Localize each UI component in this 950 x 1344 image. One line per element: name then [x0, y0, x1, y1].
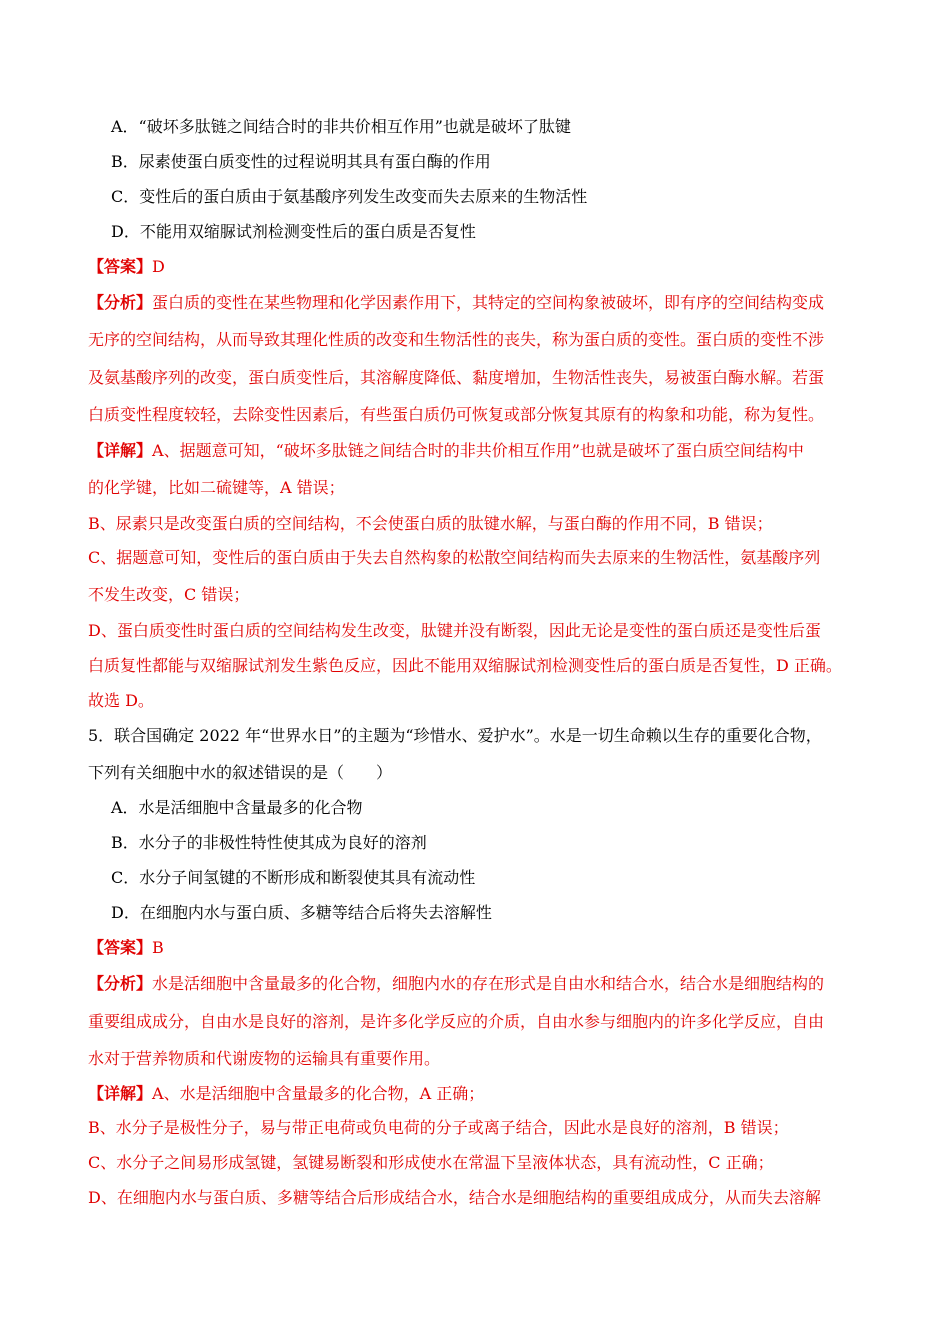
- q5-answer-label: 【答案】: [88, 938, 153, 957]
- q4-detail-line: C、据题意可知，变性后的蛋白质由于失去自然构象的松散空间结构而失去原来的生物活性，氨基酸序列: [88, 548, 821, 567]
- q5-option-d: D．在细胞内水与蛋白质、多糖等结合后将失去溶解性: [111, 903, 492, 922]
- q4-option-b: B．尿素使蛋白质变性的过程说明其具有蛋白酶的作用: [111, 152, 491, 171]
- q5-analysis-label: 【分析】: [88, 974, 153, 993]
- q4-detail-text: A、据题意可知，“破坏多肽链之间结合时的非共价相互作用”也就是破坏了蛋白质空间结构中: [152, 441, 804, 460]
- q4-detail-line: 的化学键，比如二硫键等，A 错误；: [88, 478, 345, 497]
- q4-detail-line: 故选 D。: [88, 691, 154, 710]
- q5-stem-line: 5．联合国确定 2022 年“世界水日”的主题为“珍惜水、爱护水”。水是一切生命赖以生存的重要化合物，: [88, 726, 822, 745]
- q5-detail-line: C、水分子之间易形成氢键，氢键易断裂和形成使水在常温下呈液体状态，具有流动性，C 正确；: [88, 1153, 774, 1172]
- q5-analysis-line: 水对于营养物质和代谢废物的运输具有重要作用。: [88, 1049, 441, 1068]
- q4-answer-label: 【答案】: [88, 257, 153, 276]
- q4-detail-line: D、蛋白质变性时蛋白质的空间结构发生改变，肽键并没有断裂，因此无论是变性的蛋白质还是变性后蛋: [88, 621, 821, 640]
- q4-analysis-line: 无序的空间结构，从而导致其理化性质的改变和生物活性的丧失，称为蛋白质的变性。蛋白质的变性不涉: [88, 330, 825, 349]
- q5-detail-line: D、在细胞内水与蛋白质、多糖等结合后形成结合水，结合水是细胞结构的重要组成成分，从而失去溶解: [88, 1188, 821, 1207]
- q4-analysis-line: 及氨基酸序列的改变，蛋白质变性后，其溶解度降低、黏度增加，生物活性丧失，易被蛋白酶水解。若蛋: [88, 368, 825, 387]
- q5-option-c: C．水分子间氢键的不断形成和断裂使其具有流动性: [111, 868, 476, 887]
- q5-option-a: A．水是活细胞中含量最多的化合物: [111, 798, 363, 817]
- q5-detail-line: B、水分子是极性分子，易与带正电荷或负电荷的分子或离子结合，因此水是良好的溶剂，B 错误；: [88, 1118, 789, 1137]
- q5-analysis-text: 水是活细胞中含量最多的化合物，细胞内水的存在形式是自由水和结合水，结合水是细胞结构的: [152, 974, 825, 993]
- q4-detail-line: 白质复性都能与双缩脲试剂发生紫色反应，因此不能用双缩脲试剂检测变性后的蛋白质是否复性，D 正确。: [88, 656, 842, 675]
- q4-detail-line: B、尿素只是改变蛋白质的空间结构，不会使蛋白质的肽键水解，与蛋白酶的作用不同，B 错误；: [88, 514, 773, 533]
- q4-detail-label: 【详解】: [88, 441, 153, 460]
- q4-option-c: C．变性后的蛋白质由于氨基酸序列发生改变而失去原来的生物活性: [111, 187, 588, 206]
- q4-answer: [88, 257, 165, 277]
- q5-analysis-line: [88, 974, 824, 994]
- q5-detail-label: 【详解】: [88, 1084, 153, 1103]
- q4-analysis-text: 蛋白质的变性在某些物理和化学因素作用下，其特定的空间构象被破坏，即有序的空间结构变成: [152, 293, 825, 312]
- q4-analysis-line: [88, 293, 824, 313]
- q5-option-b: B．水分子的非极性特性使其成为良好的溶剂: [111, 833, 427, 852]
- q5-detail-line: [88, 1084, 484, 1104]
- q5-detail-text: A、水是活细胞中含量最多的化合物，A 正确；: [152, 1084, 485, 1103]
- q4-analysis-line: 白质变性程度较轻，去除变性因素后，有些蛋白质仍可恢复或部分恢复其原有的构象和功能，称为复性。: [88, 405, 825, 424]
- q4-detail-line: [88, 441, 804, 461]
- q4-answer-value: D: [152, 257, 165, 276]
- q5-answer-value: B: [152, 938, 164, 957]
- q4-analysis-label: 【分析】: [88, 293, 153, 312]
- q5-answer: [88, 938, 164, 958]
- q5-analysis-line: 重要组成成分，自由水是良好的溶剂，是许多化学反应的介质，自由水参与细胞内的许多化学反应，自由: [88, 1012, 825, 1031]
- q4-option-d: D．不能用双缩脲试剂检测变性后的蛋白质是否复性: [111, 222, 476, 241]
- q4-detail-line: 不发生改变，C 错误；: [88, 585, 250, 604]
- q4-option-a: A．“破坏多肽链之间结合时的非共价相互作用”也就是破坏了肽键: [111, 117, 571, 136]
- q5-stem-line: 下列有关细胞中水的叙述错误的是（ ）: [88, 763, 393, 782]
